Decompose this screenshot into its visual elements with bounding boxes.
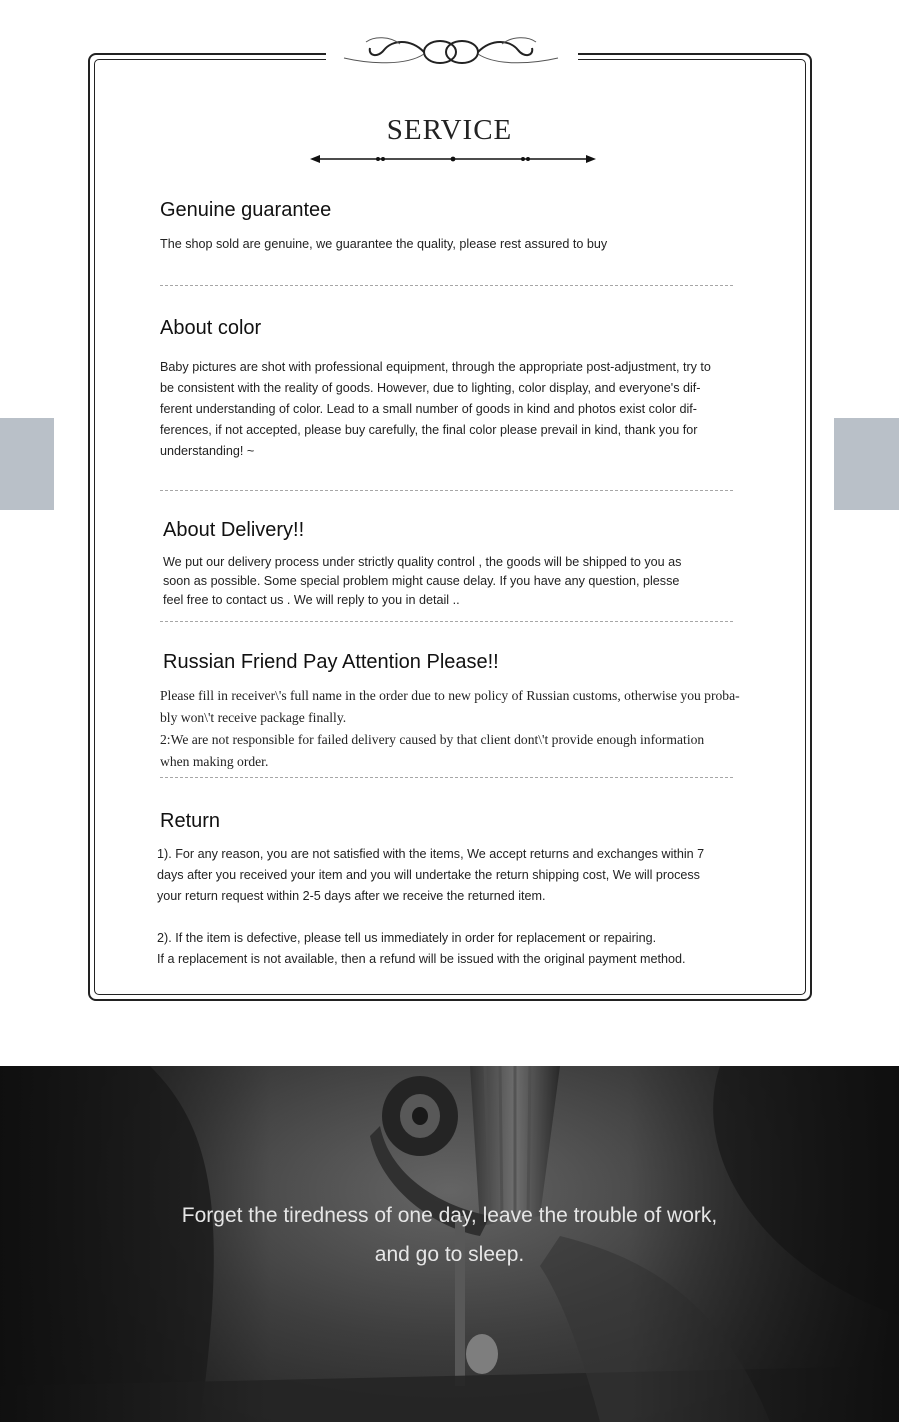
- flourish-ornament-icon: [340, 32, 562, 72]
- text-line: bly won\'t receive package finally.: [160, 710, 347, 725]
- section-body-delivery: [163, 553, 753, 610]
- banner-quote-line: Forget the tiredness of one day, leave the trouble of work,: [181, 1204, 718, 1227]
- text-line: We put our delivery process under strictly quality control , the goods will be shipped to you as: [163, 555, 682, 569]
- banner-quote: [0, 1196, 899, 1274]
- title-divider-ornament: [308, 151, 598, 167]
- text-line: If a replacement is not available, then a refund will be issued with the original payment method.: [157, 952, 686, 966]
- section-divider: [160, 621, 733, 622]
- text-line: days after you received your item and you will undertake the return shipping cost, We will process: [157, 868, 700, 882]
- text-line: [157, 907, 767, 928]
- right-side-tab: [834, 418, 899, 510]
- text-line: ferent understanding of color. Lead to a small number of goods in kind and photos exist color dif-: [160, 402, 697, 416]
- section-heading-delivery: About Delivery!!: [163, 519, 305, 541]
- section-heading-genuine: Genuine guarantee: [160, 199, 332, 221]
- section-heading-color: About color: [160, 317, 262, 339]
- text-line: 2:We are not responsible for failed delivery caused by that client dont\'t provide enough information: [160, 732, 705, 747]
- text-line: The shop sold are genuine, we guarantee the quality, please rest assured to buy: [160, 237, 608, 251]
- text-line: ferences, if not accepted, please buy carefully, the final color please prevail in kind, thank you for: [160, 423, 698, 437]
- text-line: Baby pictures are shot with professional equipment, through the appropriate post-adjustment, try to: [160, 360, 711, 374]
- text-line: 2). If the item is defective, please tell us immediately in order for replacement or repairing.: [157, 931, 657, 945]
- text-line: when making order.: [160, 754, 269, 769]
- section-divider: [160, 777, 733, 778]
- banner-quote-line: and go to sleep.: [374, 1243, 525, 1266]
- text-line: understanding! ~: [160, 444, 255, 458]
- section-body-russian: [160, 685, 770, 773]
- text-line: your return request within 2-5 days after we receive the returned item.: [157, 889, 546, 903]
- section-body-return: [157, 844, 767, 970]
- section-heading-russian: Russian Friend Pay Attention Please!!: [163, 651, 499, 673]
- service-title: SERVICE: [386, 114, 513, 146]
- text-line: feel free to contact us . We will reply to you in detail ..: [163, 593, 460, 607]
- section-body-color: [160, 357, 760, 462]
- sewing-machine-banner: [0, 1066, 899, 1422]
- text-line: soon as possible. Some special problem might cause delay. If you have any question, plesse: [163, 574, 680, 588]
- section-divider: [160, 285, 733, 286]
- section-body-genuine: [160, 234, 750, 255]
- text-line: Please fill in receiver\'s full name in the order due to new policy of Russian customs, otherwise you proba-: [160, 688, 740, 703]
- section-heading-return: Return: [160, 810, 221, 832]
- text-line: 1). For any reason, you are not satisfied with the items, We accept returns and exchanges within 7: [157, 847, 705, 861]
- left-side-tab: [0, 418, 54, 510]
- section-divider: [160, 490, 733, 491]
- text-line: be consistent with the reality of goods. However, due to lighting, color display, and everyone's dif-: [160, 381, 701, 395]
